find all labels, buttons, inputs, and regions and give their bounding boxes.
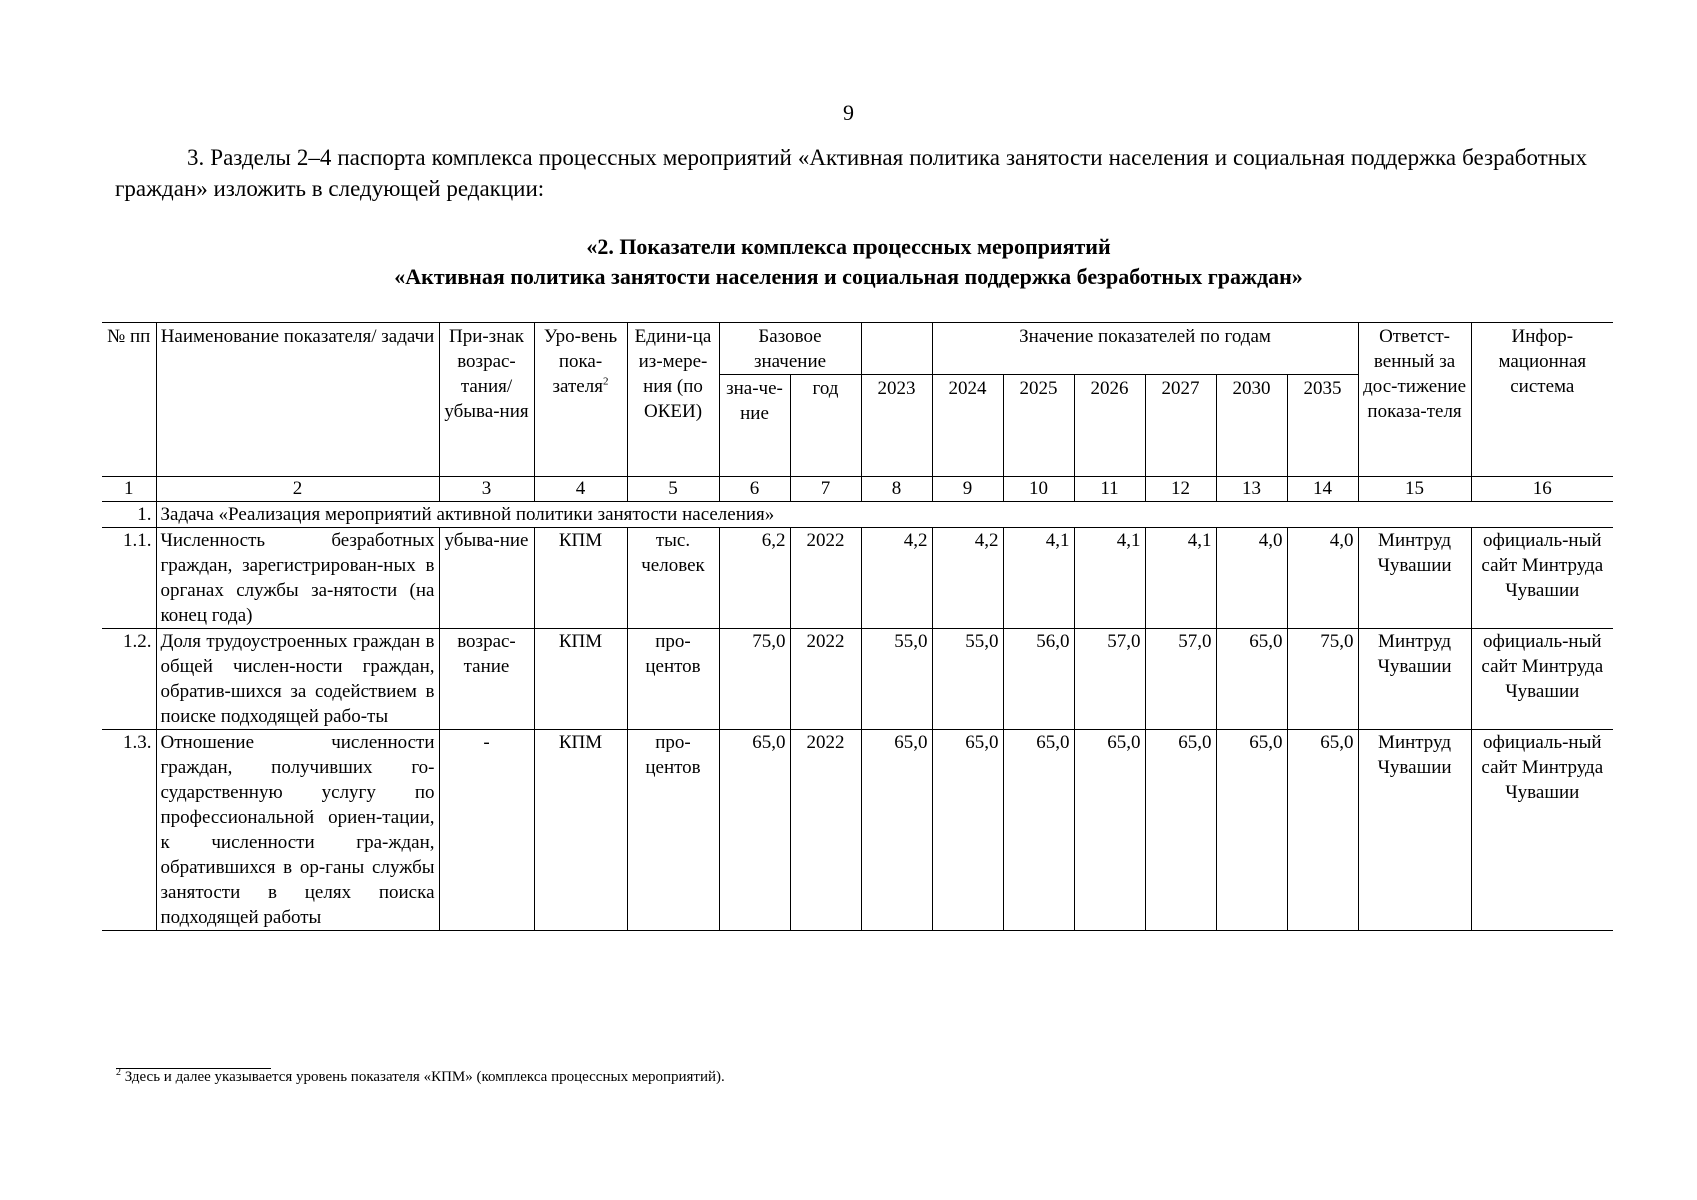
year-value: 4,2 <box>932 528 1003 629</box>
footnote <box>116 1069 725 1086</box>
task-row <box>102 502 1613 528</box>
section-heading <box>0 232 1697 292</box>
responsible: Минтруд Чувашии <box>1358 730 1471 931</box>
column-number: 8 <box>861 477 932 502</box>
column-number: 12 <box>1145 477 1216 502</box>
indicator-unit: про-центов <box>627 629 719 730</box>
task-num: 1. <box>102 502 156 528</box>
section-heading-line1: «2. Показатели комплекса процессных мероприятий <box>586 234 1111 259</box>
base-year: 2022 <box>790 730 861 931</box>
row-num: 1.1. <box>102 528 156 629</box>
base-value: 6,2 <box>719 528 790 629</box>
section-heading-line2: «Активная политика занятости населения и социальная поддержка безработных граждан» <box>394 264 1303 289</box>
column-number: 14 <box>1287 477 1358 502</box>
col-header-base-year: год <box>790 375 861 477</box>
indicator-sign: возрас-тание <box>439 629 534 730</box>
col-header-year: 2035 <box>1287 375 1358 477</box>
year-value: 65,0 <box>1145 730 1216 931</box>
info-system: официаль-ный сайт Минтруда Чувашии <box>1471 528 1613 629</box>
col-header-responsible: Ответст-венный за дос-тижение показа-теля <box>1358 323 1471 477</box>
column-number: 15 <box>1358 477 1471 502</box>
year-value: 57,0 <box>1074 629 1145 730</box>
column-number: 1 <box>102 477 156 502</box>
year-value: 65,0 <box>932 730 1003 931</box>
year-value: 57,0 <box>1145 629 1216 730</box>
col-header-num: № пп <box>102 323 156 477</box>
year-value: 55,0 <box>861 629 932 730</box>
column-number: 6 <box>719 477 790 502</box>
column-number: 7 <box>790 477 861 502</box>
indicator-name: Численность безработных граждан, зарегистрирован-ных в органах службы за-нятости (на конец года) <box>156 528 439 629</box>
column-number: 11 <box>1074 477 1145 502</box>
footnote-mark: 2 <box>116 1067 121 1078</box>
indicator-unit: про-центов <box>627 730 719 931</box>
col-header-info: Инфор-мационная система <box>1471 323 1613 477</box>
year-value: 4,1 <box>1145 528 1216 629</box>
year-value: 4,0 <box>1216 528 1287 629</box>
indicator-level: КПМ <box>534 629 627 730</box>
col-header-base: Базовое значение <box>719 323 861 375</box>
footnote-ref: 2 <box>602 375 609 388</box>
table-row <box>102 629 1613 730</box>
info-system: официаль-ный сайт Минтруда Чувашии <box>1471 730 1613 931</box>
col-header-year: 2023 <box>861 375 932 477</box>
indicator-name: Отношение численности граждан, получивших го-сударственную услугу по профессиональной ориен-тации, к численности гра-ждан, обратившихся в ор-ганы службы занятости в целях поиска подходящей работы <box>156 730 439 931</box>
indicator-sign: убыва-ние <box>439 528 534 629</box>
col-header-unit: Едини-ца из-мере-ния (по ОКЕИ) <box>627 323 719 477</box>
table-row <box>102 730 1613 931</box>
col-header-year: 2030 <box>1216 375 1287 477</box>
indicator-name: Доля трудоустроенных граждан в общей числен-ности граждан, обратив-шихся за содействием в поиске подходящей рабо-ты <box>156 629 439 730</box>
indicator-sign: - <box>439 730 534 931</box>
indicator-unit: тыс. человек <box>627 528 719 629</box>
year-value: 55,0 <box>932 629 1003 730</box>
base-value: 65,0 <box>719 730 790 931</box>
col-header-sign: При-знак возрас-тания/ убыва-ния <box>439 323 534 477</box>
year-value: 65,0 <box>1216 730 1287 931</box>
responsible: Минтруд Чувашии <box>1358 629 1471 730</box>
responsible: Минтруд Чувашии <box>1358 528 1471 629</box>
col-header-base-value: зна-че-ние <box>719 375 790 477</box>
column-numbers-row <box>102 477 1613 502</box>
year-value: 65,0 <box>861 730 932 931</box>
year-value: 4,1 <box>1074 528 1145 629</box>
col-header-level <box>534 323 627 477</box>
table-row <box>102 528 1613 629</box>
year-value: 4,1 <box>1003 528 1074 629</box>
info-system: официаль-ный сайт Минтруда Чувашии <box>1471 629 1613 730</box>
task-text: Задача «Реализация мероприятий активной политики занятости населения» <box>156 502 1613 528</box>
footnote-text: Здесь и далее указывается уровень показателя «КПМ» (комплекса процессных мероприятий). <box>124 1069 725 1085</box>
page-number: 9 <box>843 100 854 125</box>
column-number: 2 <box>156 477 439 502</box>
year-value: 65,0 <box>1074 730 1145 931</box>
column-number: 13 <box>1216 477 1287 502</box>
indicator-level: КПМ <box>534 528 627 629</box>
indicators-table <box>102 322 1613 931</box>
col-header-year: 2024 <box>932 375 1003 477</box>
col-header-year: 2025 <box>1003 375 1074 477</box>
year-value: 4,2 <box>861 528 932 629</box>
row-num: 1.2. <box>102 629 156 730</box>
header-row-1 <box>102 323 1613 375</box>
base-year: 2022 <box>790 629 861 730</box>
col-header-year: 2026 <box>1074 375 1145 477</box>
indicator-level: КПМ <box>534 730 627 931</box>
column-number: 5 <box>627 477 719 502</box>
year-value: 56,0 <box>1003 629 1074 730</box>
col-header-name: Наименование показателя/ задачи <box>156 323 439 477</box>
col-header-spacer <box>861 323 932 375</box>
year-value: 75,0 <box>1287 629 1358 730</box>
base-value: 75,0 <box>719 629 790 730</box>
column-number: 16 <box>1471 477 1613 502</box>
year-value: 65,0 <box>1003 730 1074 931</box>
base-year: 2022 <box>790 528 861 629</box>
column-number: 10 <box>1003 477 1074 502</box>
col-header-level-text: Уро-вень пока-зателя <box>543 326 618 397</box>
col-header-values: Значение показателей по годам <box>932 323 1358 375</box>
year-value: 65,0 <box>1216 629 1287 730</box>
column-number: 9 <box>932 477 1003 502</box>
column-number: 4 <box>534 477 627 502</box>
col-header-year: 2027 <box>1145 375 1216 477</box>
intro-paragraph: 3. Разделы 2–4 паспорта комплекса процессных мероприятий «Активная политика занятости населения и социальная поддержка безработных граждан» изложить в следующей редакции: <box>115 145 1587 201</box>
year-value: 4,0 <box>1287 528 1358 629</box>
column-number: 3 <box>439 477 534 502</box>
year-value: 65,0 <box>1287 730 1358 931</box>
row-num: 1.3. <box>102 730 156 931</box>
